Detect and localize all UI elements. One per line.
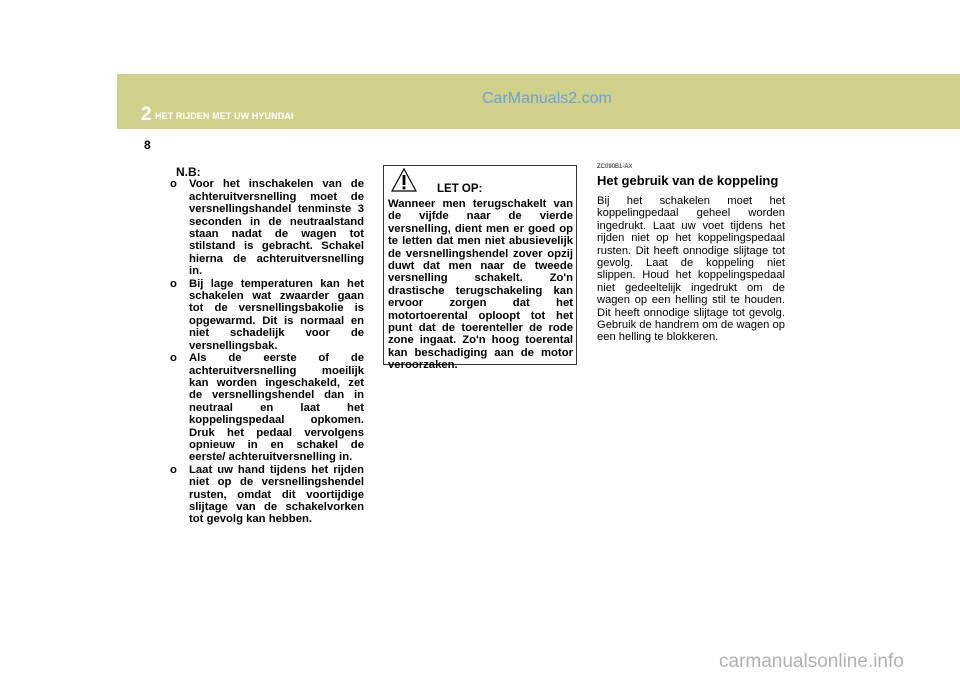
caution-box (383, 165, 577, 372)
bullet-marker: o (170, 277, 177, 290)
note-column (170, 166, 364, 526)
caution-title: LET OP: (437, 183, 483, 195)
list-item (170, 278, 364, 352)
watermark-top-link[interactable]: CarManuals2.com (482, 90, 612, 107)
watermark-bottom-link[interactable]: carmanualsonline.info (719, 651, 904, 672)
caution-text: Wanneer men terugschakelt van de vijfde naar de vierde versnelling, dient men er goed op te letten dat men niet abusievelijk de versnellingshendel zover opzij duwt dat men naar de tweede versnelling schakelt. Zo'n drastische terugschakeling kan ervoor zorgen dat het motortoerental oploopt tot het punt dat de toerenteller de rode zone ingaat. Zo'n hoog toerental kan beschadiging aan de motor veroorzaken. (388, 198, 573, 372)
list-item-text: Laat uw hand tijdens het rijden niet op de versnellingshendel rusten, omdat dit voortijdige slijtage van de schakelvorken tot gevolg kan hebben. (189, 463, 364, 526)
list-item-text: Als de eerste of de achteruitversnelling moeilijk kan worden ingeschakeld, zet de versnellingshendel dan in neutraal en laat het koppelingspedaal opkomen. Druk het pedaal vervolgens opnieuw in en schakel de eerste/ achteruitversnelling in. (189, 352, 364, 464)
note-heading: N.B: (176, 165, 201, 179)
list-item (170, 464, 364, 526)
section-code: ZC090B1-AX (597, 164, 633, 170)
clutch-section (597, 164, 785, 344)
section-title: Het gebruik van de koppeling (597, 173, 779, 188)
list-item-text: Voor het inschakelen van de achteruitversnelling moet de versnellingshandel tenminste 3 seconden in de neutraalstand staan nadat de wagen tot stilstand is gebracht. Schakel hierna de achteruitversnelling in. (189, 178, 364, 278)
bullet-marker: o (170, 178, 177, 191)
note-list (170, 178, 364, 525)
chapter-number: 2 (141, 104, 152, 125)
section-body: Bij het schakelen moet het koppelingpedaal geheel worden ingedrukt. Laat uw voet tijdens het rijden niet op het koppelingspedaal rusten. Dit heeft onnodige slijtage tot gevolg. Laat de koppeling niet slippen. Houd het koppelingspedaal niet gedeeltelijk ingedrukt om de wagen op een helling stil te houden. Dit heeft onnodige slijtage tot gevolg. Gebruik de handrem om de wagen op een helling te blokkeren. (597, 195, 785, 344)
bullet-marker: o (170, 352, 177, 365)
list-item (170, 178, 364, 277)
page-number: 8 (144, 138, 151, 152)
warning-triangle-icon (391, 168, 417, 192)
bullet-marker: o (170, 463, 177, 476)
list-item (170, 352, 364, 464)
list-item-text: Bij lage temperaturen kan het schakelen wat zwaarder gaan tot de versnellingsbakolie is opgewarmd. Dit is normaal en niet schadelijk voor de versnellingsbak. (189, 277, 364, 352)
chapter-title: HET RIJDEN MET UW HYUNDAI (155, 111, 294, 121)
